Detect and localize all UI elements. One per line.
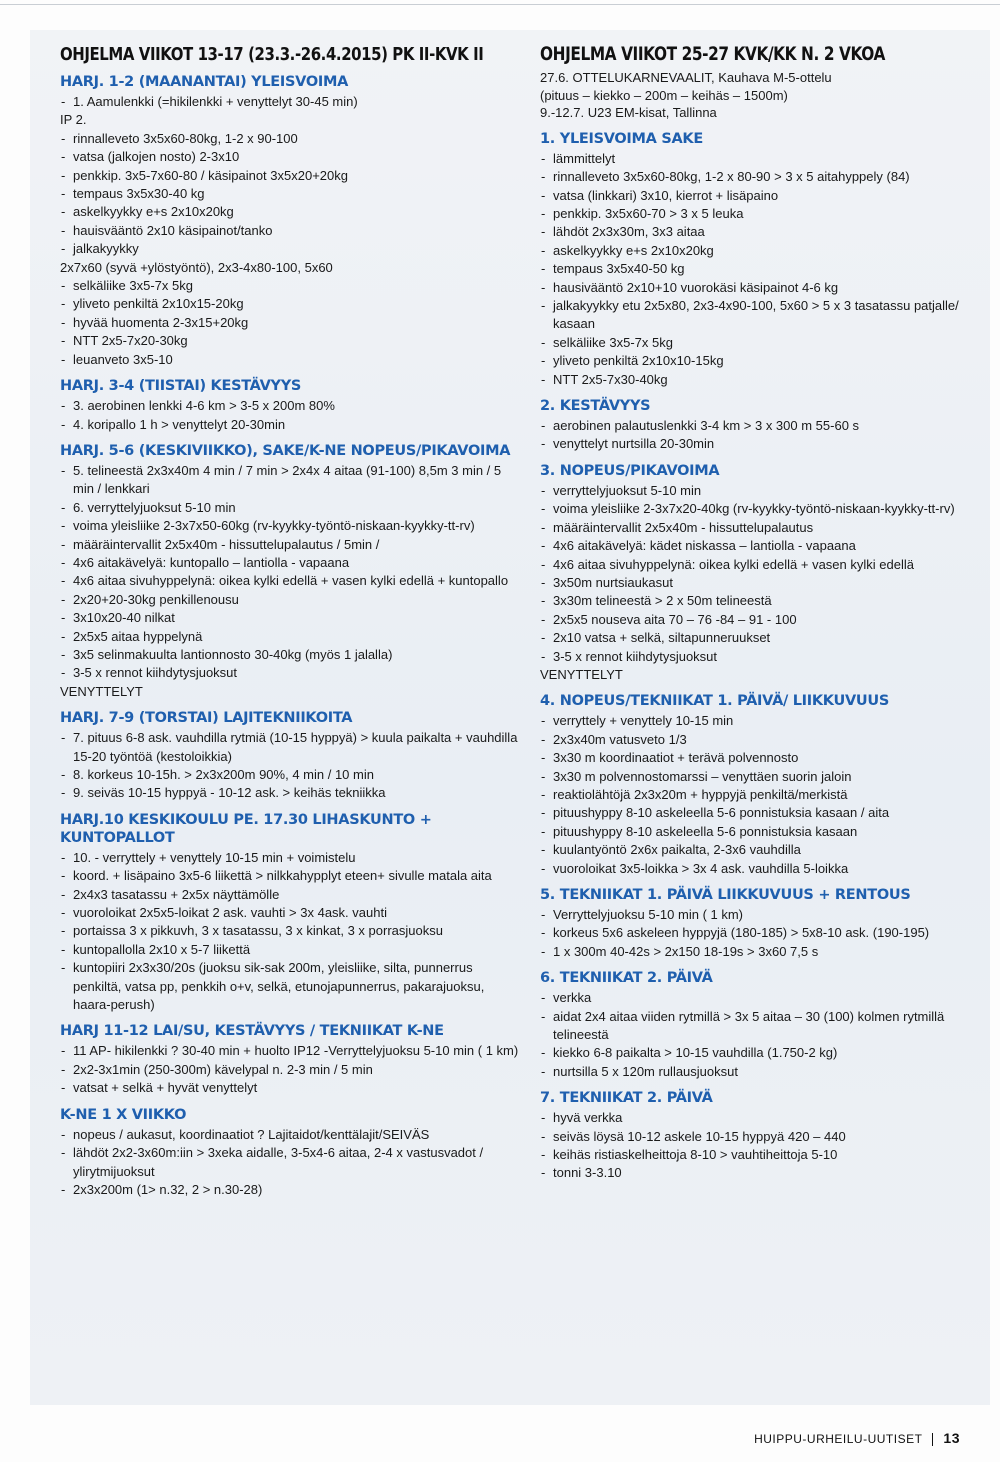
exercise-item: - 4x6 aitaa sivuhyppelynä: oikea kylki edellä + vasen kylki edellä + kuntopallo	[60, 572, 522, 590]
exercise-item: - portaissa 3 x pikkuvh, 3 x tasatassu, 3 x kinkat, 3 x porrasjuoksu	[60, 922, 522, 940]
exercise-item: - vuoroloikat 3x5-loikka > 3x 4 ask. vauhdilla 5-loikka	[540, 860, 990, 878]
exercise-item: - askelkyykky e+s 2x10x20kg	[60, 203, 522, 221]
exercise-list	[540, 906, 990, 961]
exercise-item: - selkäliike 3x5-7x 5kg	[540, 334, 990, 352]
exercise-item: - NTT 2x5-7x20-30kg	[60, 332, 522, 350]
exercise-item: - kiekko 6-8 paikalta > 10-15 vauhdilla (1.750-2 kg)	[540, 1044, 990, 1062]
exercise-item: - 2x10 vatsa + selkä, siltapunneruukset	[540, 629, 990, 647]
exercise-item: - 8. korkeus 10-15h. > 2x3x200m 90%, 4 min / 10 min	[60, 766, 522, 784]
left-program-title: OHJELMA VIIKOT 13-17 (23.3.-26.4.2015) PK II-KVK II	[60, 44, 484, 65]
exercise-item: - NTT 2x5-7x30-40kg	[540, 371, 990, 389]
exercise-item: - tempaus 3x5x30-40 kg	[60, 185, 522, 203]
exercise-item: - 3-5 x rennot kiihdytysjuoksut	[540, 648, 990, 666]
exercise-item: - 2x5x5 nouseva aita 70 – 76 -84 – 91 - 100	[540, 611, 990, 629]
exercise-item: - 4. koripallo 1 h > venyttelyt 20-30min	[60, 416, 522, 434]
exercise-item: - hauisvääntö 2x10 käsipainot/tanko	[60, 222, 522, 240]
exercise-item: - kuntopiiri 2x3x30/20s (juoksu sik-sak 200m, yleisliike, silta, punnerrus penkiltä, vatsa pp, penkkih o+v, selkä, etunojapunnerrus, pakarajuoksu, haara-perush)	[60, 959, 522, 1014]
exercise-item: - tonni 3-3.10	[540, 1164, 990, 1182]
exercise-list	[60, 397, 522, 434]
exercise-item: - 9. seiväs 10-15 hyppyä - 10-12 ask. > keihäs tekniikka	[60, 784, 522, 802]
left-sections	[60, 73, 522, 1199]
exercise-item: - 7. pituus 6-8 ask. vauhdilla rytmiä (10-15 hyppyä) > kuula paikalta + vauhdilla 15-20 työntöä (kestoloikkia)	[60, 729, 522, 766]
exercise-item: - nopeus / aukasut, koordinaatiot ? Lajitaidot/kenttälajit/SEIVÄS	[60, 1126, 522, 1144]
section-heading: HARJ. 3-4 (TIISTAI) KESTÄVYYS	[60, 378, 302, 395]
section-heading: HARJ. 1-2 (MAANANTAI) YLEISVOIMA	[60, 74, 348, 90]
exercise-item: - jalkakyykky etu 2x5x80, 2x3-4x90-100, 5x60 > 5 x 3 tasatassu patjalle/ kasaan	[540, 297, 990, 334]
exercise-item: - 2x5x5 aitaa hyppelynä	[60, 628, 522, 646]
exercise-item: - lähdöt 2x2-3x60m:iin > 3xeka aidalle, 3-5x4-6 aitaa, 2-4 x vastusvadot / ylirytmijuoksut	[60, 1144, 522, 1181]
exercise-item: - määräintervallit 2x5x40m - hissuttelupalautus	[540, 519, 990, 537]
exercise-item: - määräintervallit 2x5x40m - hissuttelupalautus / 5min /	[60, 536, 522, 554]
exercise-item: - jalkakyykky	[60, 240, 522, 258]
exercise-item: - korkeus 5x6 askeleen hyppyjä (180-185) > 5x8-10 ask. (190-195)	[540, 924, 990, 942]
exercise-item: - 10. - verryttely + venyttely 10-15 min + voimistelu	[60, 849, 522, 867]
exercise-item: - yliveto penkiltä 2x10x15-20kg	[60, 295, 522, 313]
exercise-item: - yliveto penkiltä 2x10x10-15kg	[540, 352, 990, 370]
exercise-item: - verryttely + venyttely 10-15 min	[540, 712, 990, 730]
exercise-item: - voima yleisliike 2-3x7x50-60kg (rv-kyykky-työntö-niskaan-kyykky-tt-rv)	[60, 517, 522, 535]
page-footer	[700, 1430, 960, 1446]
exercise-item: - seiväs löysä 10-12 askele 10-15 hyppyä 420 – 440	[540, 1128, 990, 1146]
exercise-item: - 2x3x200m (1> n.32, 2 > n.30-28)	[60, 1181, 522, 1199]
right-sections	[540, 130, 990, 1183]
section-heading: K-NE 1 X VIIKKO	[60, 1106, 187, 1123]
exercise-item: - tempaus 3x5x40-50 kg	[540, 260, 990, 278]
exercise-item: - leuanveto 3x5-10	[60, 351, 522, 369]
exercise-item: - 3. aerobinen lenkki 4-6 km > 3-5 x 200m 80%	[60, 397, 522, 415]
exercise-item: - verkka	[540, 989, 990, 1007]
exercise-item: - penkkip. 3x5-7x60-80 / käsipainot 3x5x20+20kg	[60, 167, 522, 185]
section-heading: 5. TEKNIIKAT 1. PÄIVÄ LIIKKUVUUS + RENTOUS	[540, 887, 911, 903]
section-heading: 2. KESTÄVYYS	[540, 398, 651, 415]
exercise-item: - selkäliike 3x5-7x 5kg	[60, 277, 522, 295]
exercise-item: - aerobinen palautuslenkki 3-4 km > 3 x 300 m 55-60 s	[540, 417, 990, 435]
exercise-item: - rinnalleveto 3x5x60-80kg, 1-2 x 90-100	[60, 130, 522, 148]
section-heading: HARJ. 5-6 (KESKIVIIKKO), SAKE/K-NE NOPEUS/PIKAVOIMA	[60, 442, 511, 459]
exercise-item: - 3x30 m polvennostomarssi – venyttäen suorin jaloin	[540, 768, 990, 786]
exercise-list	[540, 482, 990, 684]
exercise-item: - verryttelyjuoksut 5-10 min	[540, 482, 990, 500]
exercise-item: IP 2.	[60, 112, 87, 128]
exercise-item: - aidat 2x4 aitaa viiden rytmillä > 3x 5 aitaa – 30 (100) kolmen rytmillä telineestä	[540, 1008, 990, 1045]
exercise-item: - 6. verryttelyjuoksut 5-10 min	[60, 499, 522, 517]
exercise-item: - 3x30m telineestä > 2 x 50m telineestä	[540, 592, 990, 610]
exercise-item: - 4x6 aitakävelyä: kuntopallo – lantiolla - vapaana	[60, 554, 522, 572]
exercise-list	[60, 1042, 522, 1097]
exercise-item: - hyvää huomenta 2-3x15+20kg	[60, 314, 522, 332]
exercise-item: - 2x4x3 tasatassu + 2x5x näyttämölle	[60, 886, 522, 904]
exercise-item: - 2x2-3x1min (250-300m) kävelypal n. 2-3 min / 5 min	[60, 1061, 522, 1079]
section-heading: 7. TEKNIIKAT 2. PÄIVÄ	[540, 1090, 713, 1107]
right-column	[540, 30, 990, 1183]
event-note: 27.6. OTTELUKARNEVAALIT, Kauhava M-5-ottelu	[540, 70, 832, 85]
exercise-list	[60, 849, 522, 1015]
exercise-item: - 2x20+20-30kg penkillenousu	[60, 591, 522, 609]
exercise-item: - kuntopallolla 2x10 x 5-7 liikettä	[60, 941, 522, 959]
exercise-item: - 3x10x20-40 nilkat	[60, 609, 522, 627]
exercise-item: - vatsa (linkkari) 3x10, kierrot + lisäpaino	[540, 187, 990, 205]
exercise-item: - 4x6 aitaa sivuhyppelynä: oikea kylki edellä + vasen kylki edellä	[540, 556, 990, 574]
event-note: (pituus – kiekko – 200m – keihäs – 1500m)	[540, 87, 788, 103]
exercise-item: - 3x30 m koordinaatiot + terävä polvennosto	[540, 749, 990, 767]
exercise-item: - 1. Aamulenkki (=hikilenkki + venyttelyt 30-45 min)	[60, 93, 522, 111]
exercise-list	[540, 417, 990, 454]
exercise-item: - hausivääntö 2x10+10 vuorokäsi käsipainot 4-6 kg	[540, 279, 990, 297]
exercise-list	[60, 93, 522, 369]
exercise-list	[540, 989, 990, 1081]
section-heading: 4. NOPEUS/TEKNIIKAT 1. PÄIVÄ/ LIIKKUVUUS	[540, 693, 889, 710]
exercise-list	[540, 1109, 990, 1183]
right-program-title: OHJELMA VIIKOT 25-27 KVK/KK N. 2 VKOA	[540, 44, 886, 65]
exercise-item: - Verryttelyjuoksu 5-10 min ( 1 km)	[540, 906, 990, 924]
publication-name: HUIPPU-URHEILU-UUTISET	[754, 1432, 923, 1446]
exercise-item: - rinnalleveto 3x5x60-80kg, 1-2 x 80-90 > 3 x 5 aitahyppely (84)	[540, 168, 990, 186]
exercise-item: - koord. + lisäpaino 3x5-6 liikettä > nilkkahypplyt eteen+ sivulle matala aita	[60, 867, 522, 885]
exercise-item: - 11 AP- hikilenkki ? 30-40 min + huolto IP12 -Verryttelyjuoksu 5-10 min ( 1 km)	[60, 1042, 522, 1060]
exercise-item: - pituushyppy 8-10 askeleella 5-6 ponnistuksia kasaan	[540, 823, 990, 841]
exercise-item: - voima yleisliike 2-3x7x20-40kg (rv-kyykky-työntö-niskaan-kyykky-tt-rv)	[540, 500, 990, 518]
exercise-item: - hyvä verkka	[540, 1109, 990, 1127]
section-heading: HARJ. 7-9 (TORSTAI) LAJITEKNIIKOITA	[60, 710, 353, 727]
exercise-item: VENYTTELYT	[60, 683, 143, 699]
exercise-item: - 2x3x40m vatusveto 1/3	[540, 731, 990, 749]
section-heading: HARJ 11-12 LAI/SU, KESTÄVYYS / TEKNIIKAT K-NE	[60, 1023, 444, 1040]
exercise-item: - vatsa (jalkojen nosto) 2-3x10	[60, 148, 522, 166]
article-page	[30, 30, 990, 1405]
exercise-item: - 5. telineestä 2x3x40m 4 min / 7 min > 2x4x 4 aitaa (91-100) 8,5m 3 min / 5 min / lenkkari	[60, 462, 522, 499]
exercise-list	[60, 1126, 522, 1200]
exercise-item: - 1 x 300m 40-42s > 2x150 18-19s > 3x60 7,5 s	[540, 943, 990, 961]
exercise-list	[60, 729, 522, 803]
exercise-list	[540, 150, 990, 389]
exercise-item: 2x7x60 (syvä +ylöstyöntö), 2x3-4x80-100, 5x60	[60, 259, 333, 275]
exercise-item: - askelkyykky e+s 2x10x20kg	[540, 242, 990, 260]
exercise-item: - vuoroloikat 2x5x5-loikat 2 ask. vauhti > 3x 4ask. vauhti	[60, 904, 522, 922]
section-heading: 1. YLEISVOIMA SAKE	[540, 130, 703, 147]
page-number: 13	[943, 1430, 960, 1446]
section-heading: 6. TEKNIIKAT 2. PÄIVÄ	[540, 970, 713, 987]
exercise-item: - 3x50m nurtsiaukasut	[540, 574, 990, 592]
exercise-item: - reaktiolähtöjä 2x3x20m + hyppyjä penkiltä/merkistä	[540, 786, 990, 804]
exercise-item: VENYTTELYT	[540, 666, 623, 682]
exercise-item: - kuulantyöntö 2x6x paikalta, 2-3x6 vauhdilla	[540, 841, 990, 859]
exercise-item: - lähdöt 2x3x30m, 3x3 aitaa	[540, 223, 990, 241]
exercise-item: - pituushyppy 8-10 askeleella 5-6 ponnistuksia kasaan / aita	[540, 804, 990, 822]
exercise-item: - 3-5 x rennot kiihdytysjuoksut	[60, 664, 522, 682]
top-rule	[0, 4, 1000, 5]
exercise-item: - venyttelyt nurtsilla 20-30min	[540, 435, 990, 453]
footer-divider	[932, 1433, 933, 1446]
exercise-item: - nurtsilla 5 x 120m rullausjuoksut	[540, 1063, 990, 1081]
exercise-item: - vatsat + selkä + hyvät venyttelyt	[60, 1079, 522, 1097]
exercise-item: - keihäs ristiaskelheittoja 8-10 > vauhtiheittoja 5-10	[540, 1146, 990, 1164]
section-heading: 3. NOPEUS/PIKAVOIMA	[540, 462, 720, 479]
left-column	[60, 30, 522, 1199]
exercise-list	[60, 462, 522, 701]
exercise-list	[540, 712, 990, 878]
exercise-item: - 3x5 selinmakuulta lantionnosto 30-40kg (myös 1 jalalla)	[60, 646, 522, 664]
exercise-item: - penkkip. 3x5x60-70 > 3 x 5 leuka	[540, 205, 990, 223]
exercise-item: - 4x6 aitakävelyä: kädet niskassa – lantiolla - vapaana	[540, 537, 990, 555]
section-heading: HARJ.10 KESKIKOULU PE. 17.30 LIHASKUNTO + KUNTOPALLOT	[60, 811, 432, 846]
event-note: 9.-12.7. U23 EM-kisat, Tallinna	[540, 105, 717, 121]
exercise-item: - lämmittelyt	[540, 150, 990, 168]
